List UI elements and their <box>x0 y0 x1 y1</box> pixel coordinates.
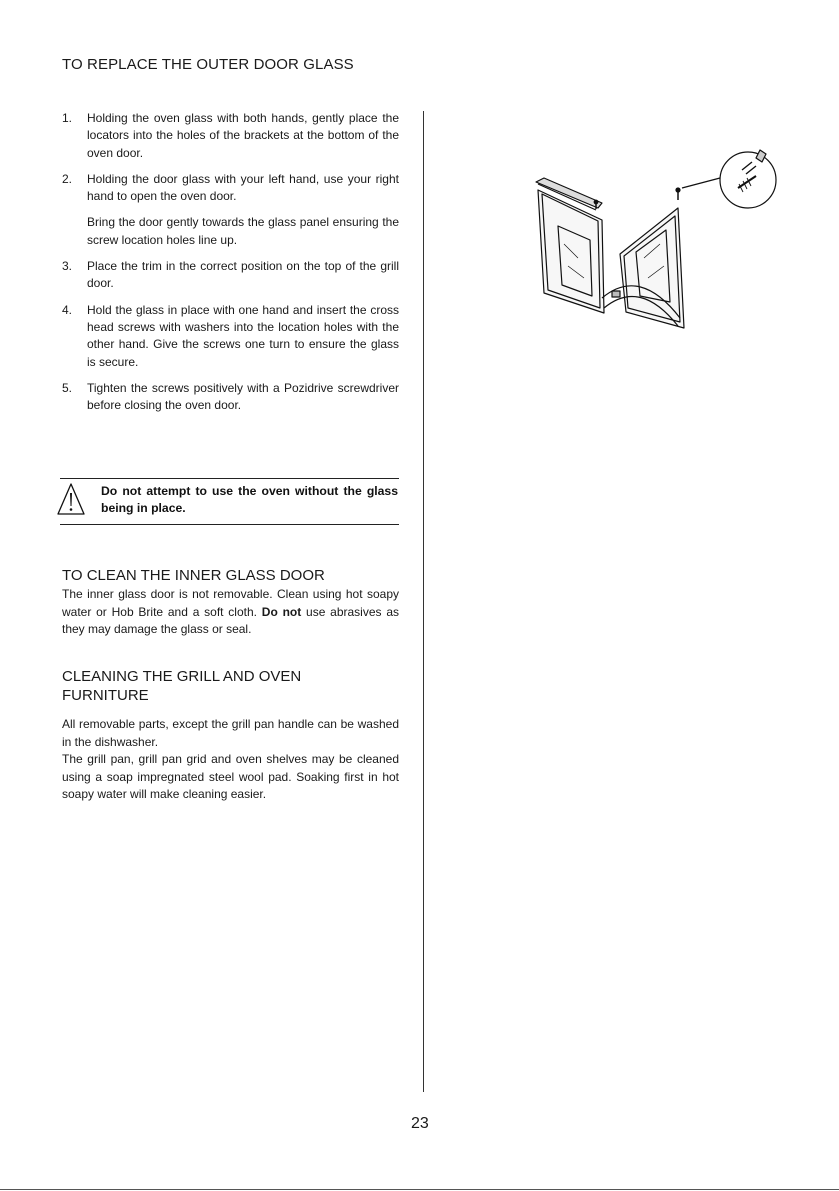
page-bottom-edge <box>0 1189 839 1190</box>
page-number: 23 <box>411 1115 429 1132</box>
warning-triangle-icon <box>56 482 86 516</box>
text-part: The inner glass door is not removable. Clean using hot soapy water or Hob Brite and a soft cloth. <box>62 587 399 619</box>
cleaning-grill-text <box>62 716 399 804</box>
step-5 <box>62 380 399 415</box>
title-line: FURNITURE <box>62 686 149 704</box>
step-text: Hold the glass in place with one hand and insert the cross head screws with washers into the location holes with the other hand. Give the screws one turn to ensure the glass is secure. <box>87 302 399 369</box>
section-title-cleaning-grill <box>62 668 301 705</box>
paragraph: All removable parts, except the grill pan handle can be washed in the dishwasher. <box>62 717 399 749</box>
text-bold: Do not <box>261 604 302 619</box>
text-part: use abrasives as they may damage the glass or seal. <box>62 604 399 636</box>
step-number: 4. <box>62 302 73 317</box>
step-number: 3. <box>62 259 73 274</box>
warning-text: Do not attempt to use the oven without the glass being in place. <box>101 484 398 515</box>
step-number: 2. <box>62 171 73 186</box>
replace-glass-steps <box>62 110 399 423</box>
title-line: CLEANING THE GRILL AND OVEN <box>62 668 302 685</box>
step-2 <box>62 171 399 249</box>
step-number: 1. <box>62 111 73 125</box>
paragraph: The grill pan, grill pan grid and oven shelves may be cleaned using a soap impregnated steel wool pad. Soaking first in hot soapy water will make cleaning easier. <box>62 752 399 801</box>
step-text: Place the trim in the correct position on the top of the grill door. <box>87 259 399 291</box>
step-3 <box>62 258 399 293</box>
section-title-replace-outer-glass: TO REPLACE THE OUTER DOOR GLASS <box>62 56 354 73</box>
step-text: Holding the oven glass with both hands, gently place the locators into the holes of the brackets at the bottom of the oven door. <box>87 111 399 160</box>
step-number: 5. <box>62 380 73 395</box>
column-divider <box>423 111 424 1092</box>
step-text: Holding the door glass with your left hand, use your right hand to open the oven door. <box>87 171 399 204</box>
step-4 <box>62 302 399 371</box>
clean-inner-glass-text <box>62 586 399 639</box>
warning-box <box>60 478 399 525</box>
step-1 <box>62 110 399 162</box>
oven-door-glass-illustration <box>520 148 782 348</box>
section-title-clean-inner-glass: TO CLEAN THE INNER GLASS DOOR <box>62 567 325 584</box>
step-text: Tighten the screws positively with a Pozidrive screwdriver before closing the oven door. <box>87 380 399 413</box>
step-text-continued: Bring the door gently towards the glass panel ensuring the screw location holes line up. <box>87 215 399 247</box>
